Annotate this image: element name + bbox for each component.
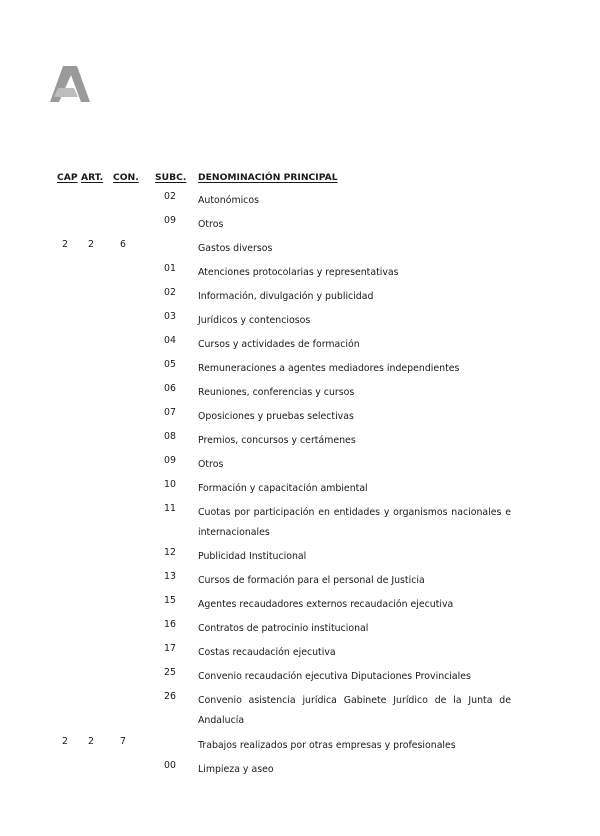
junta-andalucia-logo-icon — [50, 66, 90, 102]
cell-denominacion: Cuotas por participación en entidades y organismos nacionales e internacionales — [198, 507, 511, 538]
cell-subc: 09 — [164, 455, 176, 466]
header-denominacion: DENOMINACIÓN PRINCIPAL — [198, 172, 338, 183]
cell-subc: 10 — [164, 479, 176, 490]
cell-denominacion: Otros — [198, 219, 224, 230]
cell-denominacion: Otros — [198, 459, 224, 470]
cell-subc: 03 — [164, 311, 176, 322]
cell-subc: 16 — [164, 619, 176, 630]
cell-denominacion: Cursos y actividades de formación — [198, 339, 360, 350]
cell-subc: 09 — [164, 215, 176, 226]
cell-subc: 06 — [164, 383, 176, 394]
cell-denominacion: Costas recaudación ejecutiva — [198, 647, 336, 658]
cell-subc: 04 — [164, 335, 176, 346]
cell-con: 6 — [120, 239, 126, 250]
cell-cap: 2 — [62, 239, 68, 250]
cell-subc: 00 — [164, 760, 176, 771]
cell-denominacion: Limpieza y aseo — [198, 764, 274, 775]
cell-denominacion: Formación y capacitación ambiental — [198, 483, 368, 494]
cell-subc: 15 — [164, 595, 176, 606]
cell-denominacion: Agentes recaudadores externos recaudación ejecutiva — [198, 599, 454, 610]
cell-denominacion: Oposiciones y pruebas selectivas — [198, 411, 354, 422]
cell-subc: 05 — [164, 359, 176, 370]
cell-art: 2 — [88, 736, 94, 747]
cell-subc: 08 — [164, 431, 176, 442]
cell-subc: 25 — [164, 667, 176, 678]
cell-denominacion: Remuneraciones a agentes mediadores independientes — [198, 363, 460, 374]
header-subc: SUBC. — [155, 172, 187, 183]
table-header — [0, 172, 600, 186]
header-cap: CAP — [57, 172, 78, 183]
cell-denominacion: Gastos diversos — [198, 243, 273, 254]
cell-subc: 13 — [164, 571, 176, 582]
cell-denominacion: Atenciones protocolarias y representativas — [198, 267, 399, 278]
cell-con: 7 — [120, 736, 126, 747]
cell-subc: 07 — [164, 407, 176, 418]
cell-subc: 02 — [164, 191, 176, 202]
cell-subc: 01 — [164, 263, 176, 274]
cell-cap: 2 — [62, 736, 68, 747]
cell-subc: 02 — [164, 287, 176, 298]
cell-denominacion: Información, divulgación y publicidad — [198, 291, 374, 302]
cell-subc: 11 — [164, 503, 176, 514]
cell-denominacion: Contratos de patrocinio institucional — [198, 623, 369, 634]
header-con: CON. — [113, 172, 139, 183]
cell-denominacion: Cursos de formación para el personal de Justicia — [198, 575, 425, 586]
cell-subc: 26 — [164, 691, 176, 702]
cell-subc: 17 — [164, 643, 176, 654]
cell-denominacion: Autonómicos — [198, 195, 259, 206]
cell-denominacion: Convenio asistencia jurídica Gabinete Jurídico de la Junta de Andalucía — [198, 695, 511, 726]
cell-denominacion: Publicidad Institucional — [198, 551, 307, 562]
cell-denominacion: Premios, concursos y certámenes — [198, 435, 356, 446]
cell-denominacion: Convenio recaudación ejecutiva Diputaciones Provinciales — [198, 671, 471, 682]
cell-denominacion: Trabajos realizados por otras empresas y profesionales — [198, 740, 456, 751]
cell-subc: 12 — [164, 547, 176, 558]
header-art: ART. — [81, 172, 104, 183]
cell-art: 2 — [88, 239, 94, 250]
cell-denominacion: Jurídicos y contenciosos — [198, 315, 311, 326]
cell-denominacion: Reuniones, conferencias y cursos — [198, 387, 355, 398]
